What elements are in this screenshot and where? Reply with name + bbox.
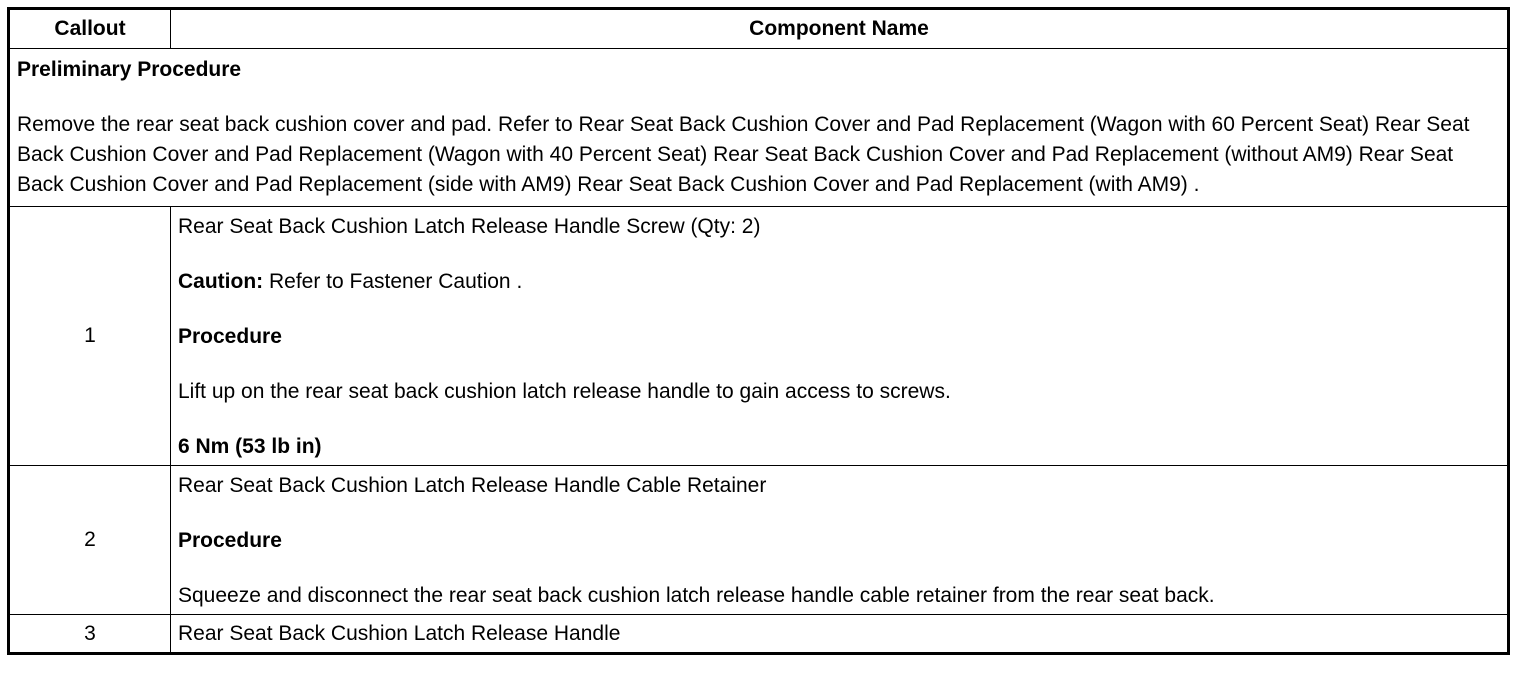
callout-number: 1	[9, 207, 171, 466]
component-cell	[171, 466, 1509, 615]
torque-spec: 6 Nm (53 lb in)	[178, 435, 322, 458]
callout-number: 2	[9, 466, 171, 615]
procedure-text: Lift up on the rear seat back cushion latch release handle to gain access to screws.	[178, 380, 951, 403]
callout-number: 3	[9, 615, 171, 654]
procedure-heading: Procedure	[178, 325, 282, 348]
procedure-heading: Procedure	[178, 529, 282, 552]
procedure-table	[7, 7, 1510, 655]
component-name: Rear Seat Back Cushion Latch Release Handle Cable Retainer	[178, 474, 767, 497]
caution-label: Caution:	[178, 270, 264, 293]
procedure-table-wrapper	[7, 7, 1510, 655]
component-cell	[171, 615, 1509, 654]
preliminary-procedure-row	[9, 49, 1509, 207]
preliminary-procedure-title: Preliminary Procedure	[17, 58, 242, 81]
table-row	[9, 615, 1509, 654]
component-name: Rear Seat Back Cushion Latch Release Handle	[178, 621, 621, 645]
procedure-text: Squeeze and disconnect the rear seat back cushion latch release handle cable retainer from the rear seat back.	[178, 584, 1215, 607]
preliminary-procedure-cell	[9, 49, 1509, 207]
component-name: Rear Seat Back Cushion Latch Release Handle Screw (Qty: 2)	[178, 215, 761, 238]
callout-column-header: Callout	[9, 9, 171, 49]
caution-note	[178, 267, 1500, 297]
component-cell	[171, 207, 1509, 466]
table-row	[9, 207, 1509, 466]
caution-text: Refer to Fastener Caution .	[263, 270, 523, 293]
table-row	[9, 466, 1509, 615]
component-name-column-header: Component Name	[171, 9, 1509, 49]
preliminary-procedure-text: Remove the rear seat back cushion cover and pad. Refer to Rear Seat Back Cushion Cover and Pad Replacement (Wagon with 60 Percent Seat) Rear Seat Back Cushion Cover and Pad Replacement (Wagon with 40 Percent Seat) Rear Seat Back Cushion Cover and Pad Replacement (without AM9) Rear Seat Back Cushion Cover and Pad Replacement (side with AM9) Rear Seat Back Cushion Cover and Pad Replacement (with AM9) .	[17, 113, 1470, 196]
table-header-row	[9, 9, 1509, 49]
